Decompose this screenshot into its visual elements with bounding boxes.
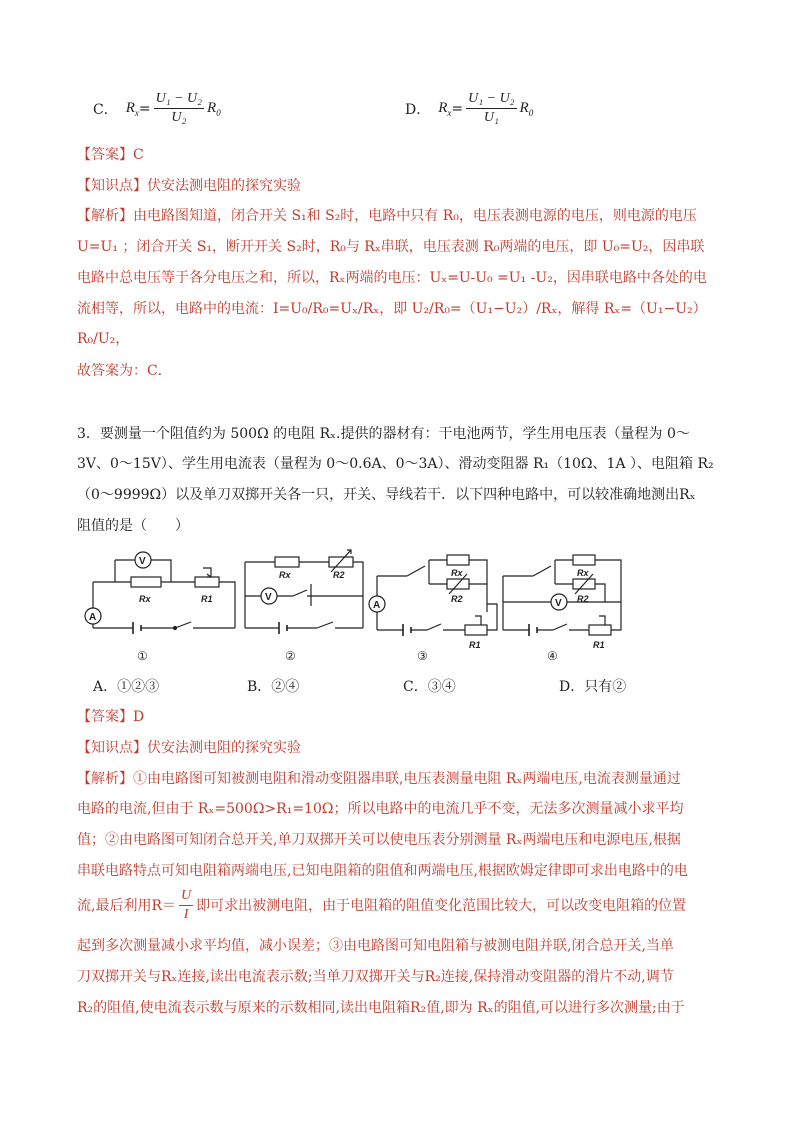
q3-formula-line: 流,最后利用R＝ $\frac{U}{I}$ 即可求出被测电阻，由于电阻箱的阻值变化范围比较大，可以改变电阻箱的位置 [77, 888, 687, 922]
resistor-rx [573, 555, 595, 565]
resistor-rx [447, 555, 469, 565]
option-c-fraction [154, 91, 204, 127]
q2-conclusion: 故答案为：C． [77, 363, 172, 379]
resistance-box-r2 [329, 557, 353, 567]
rx-label: Rx [279, 570, 291, 580]
r1-label: R1 [469, 640, 481, 650]
ammeter-label: A [373, 600, 381, 611]
battery-icon [403, 624, 411, 636]
circuit-3-number: ③ [417, 649, 428, 663]
r2-label: R2 [333, 570, 345, 580]
options-cd [93, 84, 713, 134]
q3-analysis-line: 刀双掷开关与Rₓ连接,读出电流表示数;当单刀双掷开关与R₂连接,保持滑动变阻器的滑片不动,调节 [77, 969, 674, 985]
choice-d[interactable]: D．只有② [559, 679, 627, 695]
q3-analysis-line: 电路的电流,但由于 Rₓ=500Ω>R₁=10Ω；所以电路中的电流几乎不变，无法多次测量减小求平均 [77, 801, 684, 817]
r1-label: R1 [593, 640, 605, 650]
option-c-letter: C． [93, 102, 118, 118]
option-d-numerator: U₁ − U₂ [466, 91, 516, 109]
rx-label: Rx [139, 594, 151, 604]
q3-stem-line: 3V、0～15V）、学生用电流表（量程为 0～0.6A、0～3A）、滑动变阻器 R₁（10Ω、1A ）、电阻箱 R₂ [77, 456, 714, 472]
option-d-eq: = [451, 101, 464, 117]
voltmeter-label: V [555, 598, 562, 609]
r2-label: R2 [451, 594, 463, 604]
switch-icon [427, 624, 441, 630]
q2-analysis-line: U=U₁ ；闭合开关 S₁，断开开关 S₂时，R₀与 Rₓ串联，电压表测 R₀两端的电压，即 U₀=U₂，因串联 [77, 239, 705, 255]
option-c[interactable] [93, 84, 221, 134]
option-c-rhs: $R_0$ [207, 100, 221, 118]
switch-icon [175, 622, 191, 628]
choice-b[interactable]: B．②④ [247, 679, 300, 695]
voltmeter-label: V [265, 592, 272, 603]
q3-stem-line: 3．要测量一个阻值约为 500Ω 的电阻 Rₓ.提供的器材有：干电池两节，学生用电压表（量程为 0～ [77, 426, 690, 442]
resistor-rx [131, 577, 161, 587]
q3-analysis-line: R₂的阻值,使电流表示数与原来的示数相同,读出电阻箱R₂值,即为 Rₓ的阻值,可以进行多次测量;由于 [77, 1000, 685, 1016]
q2-knowledge-point: 【知识点】伏安法测电阻的探究实验 [77, 178, 301, 194]
circuit-4-number: ④ [547, 649, 558, 663]
choice-a[interactable]: A．①②③ [93, 679, 160, 695]
q2-answer: 【答案】C [77, 147, 144, 163]
q3-answer: 【答案】D [77, 709, 145, 725]
circuit-4 [503, 555, 621, 663]
choice-c[interactable]: C．③④ [403, 679, 456, 695]
ammeter-label: A [89, 612, 97, 623]
q3-analysis-line: 串联电路特点可知电阻箱两端电压,已知电阻箱的阻值和两端电压,根据欧姆定律即可求出电路中的电 [77, 863, 688, 879]
q3-analysis-line: 【解析】①由电路图可知被测电阻和滑动变阻器串联,电压表测量电阻 Rₓ两端电压,电流表测量通过 [77, 771, 681, 787]
switch-icon [553, 624, 567, 630]
option-d[interactable] [405, 84, 533, 134]
rx-label: Rx [577, 568, 589, 578]
option-d-rhs: $R_0$ [519, 100, 534, 118]
q3-knowledge-point: 【知识点】伏安法测电阻的探究实验 [77, 740, 301, 756]
voltmeter-label: V [139, 556, 146, 567]
ohm-fraction: $\frac{U}{I}$ [181, 888, 192, 922]
q3-choices [93, 676, 693, 696]
rx-label: Rx [451, 568, 463, 578]
q3-stem-line: （0～9999Ω）以及单刀双掷开关各一只，开关、导线若干．以下四种电路中，可以较准确地测出Rₓ [77, 487, 696, 503]
switch-icon [317, 622, 333, 628]
battery-icon [279, 622, 287, 634]
circuit-2-number: ② [285, 649, 296, 663]
circuit-1-number: ① [137, 649, 148, 663]
option-d-lhs: $R_x$ [438, 100, 452, 118]
q2-analysis-line: 【解析】由电路图知道，闭合开关 S₁和 S₂时，电路中只有 R₀，电压表测电源的电压，则电源的电压 [77, 208, 697, 224]
option-c-denominator: U₂ [171, 110, 187, 125]
circuit-1 [85, 552, 235, 663]
battery-icon [133, 622, 141, 634]
resistor-rx [275, 557, 299, 567]
r1-label: R1 [201, 594, 213, 604]
r2-label: R2 [577, 594, 589, 604]
circuit-diagrams [89, 544, 703, 666]
q3-stem-line: 阻值的是（ ） [77, 518, 189, 534]
option-d-fraction [466, 91, 516, 127]
option-c-eq: = [138, 101, 151, 117]
q2-analysis-line: R₀/U₂， [77, 331, 130, 347]
rheostat-r1 [589, 625, 611, 635]
q2-analysis-line: 流相等，所以，电路中的电流：I=U₀/R₀=Uₓ/Rₓ，即 U₂/R₀=（U₁−U₂）/Rₓ，解得 Rₓ=（U₁−U₂） [77, 301, 707, 317]
q3-analysis-line: 值；②由电路图可知闭合总开关,单刀双掷开关可以使电压表分别测量 Rₓ两端电压和电源电压,根据 [77, 832, 681, 848]
battery-icon [529, 624, 537, 636]
q2-analysis-line: 电路中总电压等于各分电压之和，所以，Rₓ两端的电压：Uₓ=U-U₀ =U₁ -U₂，因串联电路中各处的电 [77, 270, 707, 286]
option-c-numerator: U₁ − U₂ [154, 91, 204, 109]
circuit-2 [245, 550, 363, 663]
option-c-lhs: $R_x$ [125, 100, 139, 118]
option-d-letter: D． [405, 102, 431, 118]
q3-analysis-line: 起到多次测量减小求平均值，减小误差；③由电路图可知电阻箱与被测电阻并联,闭合总开关,当单 [77, 938, 674, 954]
rheostat-r1 [465, 625, 487, 635]
option-d-denominator: U₁ [483, 110, 499, 125]
circuit-3 [369, 555, 497, 663]
rheostat-r1 [195, 577, 219, 587]
